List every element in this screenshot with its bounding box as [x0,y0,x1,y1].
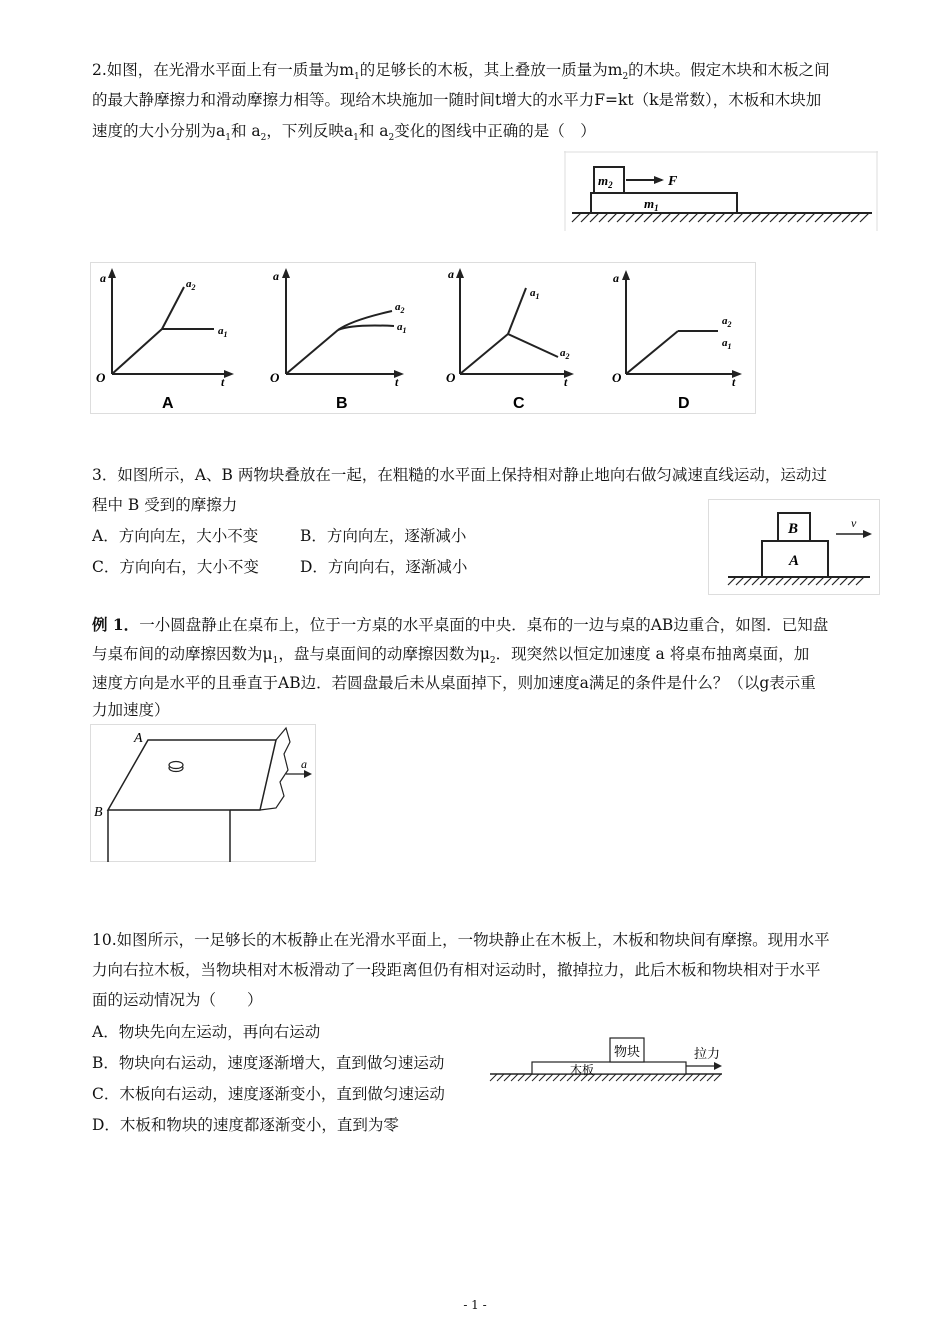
q2-line-3-part-c: ，下列反映a [266,122,354,140]
graph-d-curve-a1: $a_1$ [722,337,732,351]
acceleration-label: a [301,757,307,771]
q10-option-a: A．物块先向左运动，再向右运动 [92,1023,321,1041]
hatch-line [752,577,760,585]
q10-line-1: 10.如图所示，一足够长的木板静止在光滑水平面上，一物块静止在木板上，木板和物块间有摩擦。现用水平 [92,931,830,949]
q3-stacked-blocks-figure [708,499,880,595]
subscript: 1 [353,133,359,143]
subscript: 2 [388,133,395,143]
subscript: 2 [622,72,629,82]
hatch-line [590,213,599,222]
block-label: 物块 [614,1044,641,1059]
hatch-line [546,1074,553,1081]
subscript: 1 [354,72,360,82]
q2-line-3-part-b: 和 a [230,122,261,140]
graph-d-axis-a: a [613,271,619,285]
graph-d [612,270,742,412]
graph-b [270,268,407,412]
hatch-line [671,213,680,222]
hatch-line [840,577,848,585]
hatch-line [776,577,784,585]
graph-c [446,267,574,412]
hatch-line [797,213,806,222]
hatch-line [525,1074,532,1081]
q2-line-3-part-e: 变化的图线中正确的是（ ） [394,122,596,140]
hatch-line [700,1074,707,1081]
hatch-line [572,213,581,222]
board-m1 [591,193,737,213]
graph-d-label: D [678,395,690,412]
pull-label: 拉力 [694,1046,721,1061]
hatch-line [848,577,856,585]
block-m2-label: $m_2$ [598,173,613,190]
q10-option-d: D．木板和物块的速度都逐渐变小，直到为零 [92,1116,399,1134]
ex1-line-1 [92,611,828,639]
graph-c-origin: O [446,370,456,385]
hatch-line [623,1074,630,1081]
hatch-line [744,577,752,585]
q2-line-2: 的最大静摩擦力和滑动摩擦力相等。现给木块施加一随时间t增大的水平力F=kt（k是常数），木板和木块加 [92,91,822,109]
hatch-line [707,213,716,222]
hatch-line [608,213,617,222]
hatch-line [792,577,800,585]
graph-a-label: A [162,395,174,412]
hatch-line [679,1074,686,1081]
hatch-line [815,213,824,222]
q2-line-1-part-a: 2.如图，在光滑水平面上有一质量为m [92,61,354,79]
table-top [108,740,276,810]
hatch-line [833,213,842,222]
block-a-label: A [789,553,800,569]
ex1-line-3: 速度方向是水平的且垂直于AB边．若圆盘最后未从桌面掉下，则加速度a满足的条件是什么？（以g表示重 [92,674,816,692]
graph-d-axis-t: t [732,375,736,389]
hatch-line [504,1074,511,1081]
graph-a-axis-a: a [100,271,106,285]
hatch-line [693,1074,700,1081]
subscript: 2 [260,133,267,143]
force-label: F [668,174,678,189]
hatch-line [824,577,832,585]
hatch-line [644,213,653,222]
hatch-line [672,1074,679,1081]
q2-line-3-part-a: 速度的大小分别为a [92,122,226,140]
graph-b-label: B [336,395,348,412]
velocity-label: v [851,516,857,530]
hatch-line [734,213,743,222]
q2-line-3 [92,117,596,152]
ex1-line-2-part-a: 与桌布间的动摩擦因数为μ [92,645,273,663]
hatch-line [609,1074,616,1081]
hatch-line [728,577,736,585]
hatch-line [736,577,744,585]
hatch-line [658,1074,665,1081]
hatch-line [808,577,816,585]
hatch-line [651,1074,658,1081]
hatch-line [816,577,824,585]
hatch-line [539,1074,546,1081]
graph-b-curve-a2: $a_2$ [395,301,405,315]
subscript: 1 [272,656,279,666]
hatch-line [707,1074,714,1081]
ex1-line-2-part-b: ，盘与桌面间的动摩擦因数为μ [278,645,490,663]
hatch-line [860,213,869,222]
hatch-line [824,213,833,222]
q2-line-1-part-b: 的足够长的木板，其上叠放一质量为m [359,61,623,79]
q3-line-1: 3．如图所示，A、B 两物块叠放在一起，在粗糙的水平面上保持相对静止地向右做匀减速直线运动，运动过 [92,466,827,484]
graph-c-curve-a1: $a_1$ [530,287,540,301]
hatch-line [779,213,788,222]
hatch-line [637,1074,644,1081]
hatch-line [806,213,815,222]
graph-a-curve-a2: $a_2$ [186,278,196,292]
q10-option-c: C．木板向右运动，速度逐渐变小，直到做匀速运动 [92,1085,445,1103]
hatch-line [490,1074,497,1081]
hatch-line [686,1074,693,1081]
hatch-line [698,213,707,222]
board [532,1062,686,1074]
graph-b-axis-t: t [395,375,399,389]
q2-ground-hatch [572,213,872,222]
hatch-line [630,1074,637,1081]
graph-d-origin: O [612,370,622,385]
hatch-line [581,213,590,222]
graph-d-curve-a2: $a_2$ [722,315,732,329]
q10-option-b: B．物块向右运动，速度逐渐增大，直到做匀速运动 [92,1054,445,1072]
ex1-line-1-text: 一小圆盘静止在桌布上，位于一方桌的水平桌面的中央．桌布的一边与桌的AB边重合，如图．已知盘 [139,616,829,634]
hatch-line [784,577,792,585]
graph-b-axis-a: a [273,269,279,283]
hatch-line [832,577,840,585]
hatch-line [662,213,671,222]
q3-option-c: C．方向向右，大小不变 [92,558,259,576]
q2-answer-graphs [90,262,756,414]
hatch-line [599,213,608,222]
block-b-label: B [788,521,799,537]
page-number: - 1 - [463,1298,487,1312]
q10-board-block-figure [486,1034,726,1086]
hatch-line [626,213,635,222]
graph-c-curve-a2: $a_2$ [560,347,570,361]
hatch-line [644,1074,651,1081]
hatch-line [532,1074,539,1081]
hatch-line [680,213,689,222]
hatch-line [752,213,761,222]
hatch-line [602,1074,609,1081]
corner-b-label: B [94,805,103,820]
hatch-line [743,213,752,222]
graph-c-axis-a: a [448,267,454,281]
hatch-line [851,213,860,222]
ex1-line-2-part-c: ．现突然以恒定加速度 a 将桌布抽离桌面，加 [495,645,810,663]
q10-line-3: 面的运动情况为（ ） [92,991,263,1009]
ex1-label: 例 1． [92,615,140,634]
q10-line-2: 力向右拉木板，当物块相对木板滑动了一段距离但仍有相对运动时，撤掉拉力，此后木板和物块相对于水平 [92,961,821,979]
q3-option-b: B．方向向左，逐渐减小 [300,527,467,545]
hatch-line [511,1074,518,1081]
graph-c-axis-t: t [564,375,568,389]
q3-line-2: 程中 B 受到的摩擦力 [92,496,238,514]
q3-option-d: D．方向向右，逐渐减小 [300,558,468,576]
graph-a-curve-a1: $a_1$ [218,325,228,339]
hatch-line [768,577,776,585]
hatch-line [788,213,797,222]
q2-line-1-part-c: 的木块。假定木块和木板之间 [628,61,830,79]
graph-a-origin: O [96,370,106,385]
hatch-line [714,1074,721,1081]
ex1-table-figure [90,724,316,862]
q3-option-a: A．方向向左，大小不变 [92,527,259,545]
board-label: 木板 [570,1063,595,1077]
graph-b-origin: O [270,370,280,385]
subscript: 2 [489,656,496,666]
hatch-line [856,577,864,585]
graph-b-curve-a1: $a_1$ [397,321,407,335]
hatch-line [761,213,770,222]
hatch-line [842,213,851,222]
q2-block-board-figure [564,151,878,233]
corner-a-label: A [134,731,143,746]
graph-c-label: C [513,395,525,412]
hatch-line [760,577,768,585]
q2-line-3-part-d: 和 a [358,122,389,140]
board-m1-label: $m_1$ [644,196,659,213]
hatch-line [595,1074,602,1081]
hatch-line [725,213,734,222]
graph-a-axis-t: t [221,375,225,389]
hatch-line [689,213,698,222]
hatch-line [716,213,725,222]
hatch-line [800,577,808,585]
hatch-line [617,213,626,222]
hatch-line [497,1074,504,1081]
hatch-line [770,213,779,222]
hatch-line [518,1074,525,1081]
ex1-line-4: 力加速度） [92,701,170,719]
hatch-line [665,1074,672,1081]
hatch-line [635,213,644,222]
graph-a [96,268,234,412]
hatch-line [553,1074,560,1081]
hatch-line [653,213,662,222]
hatch-line [560,1074,567,1081]
hatch-line [616,1074,623,1081]
subscript: 1 [225,133,231,143]
